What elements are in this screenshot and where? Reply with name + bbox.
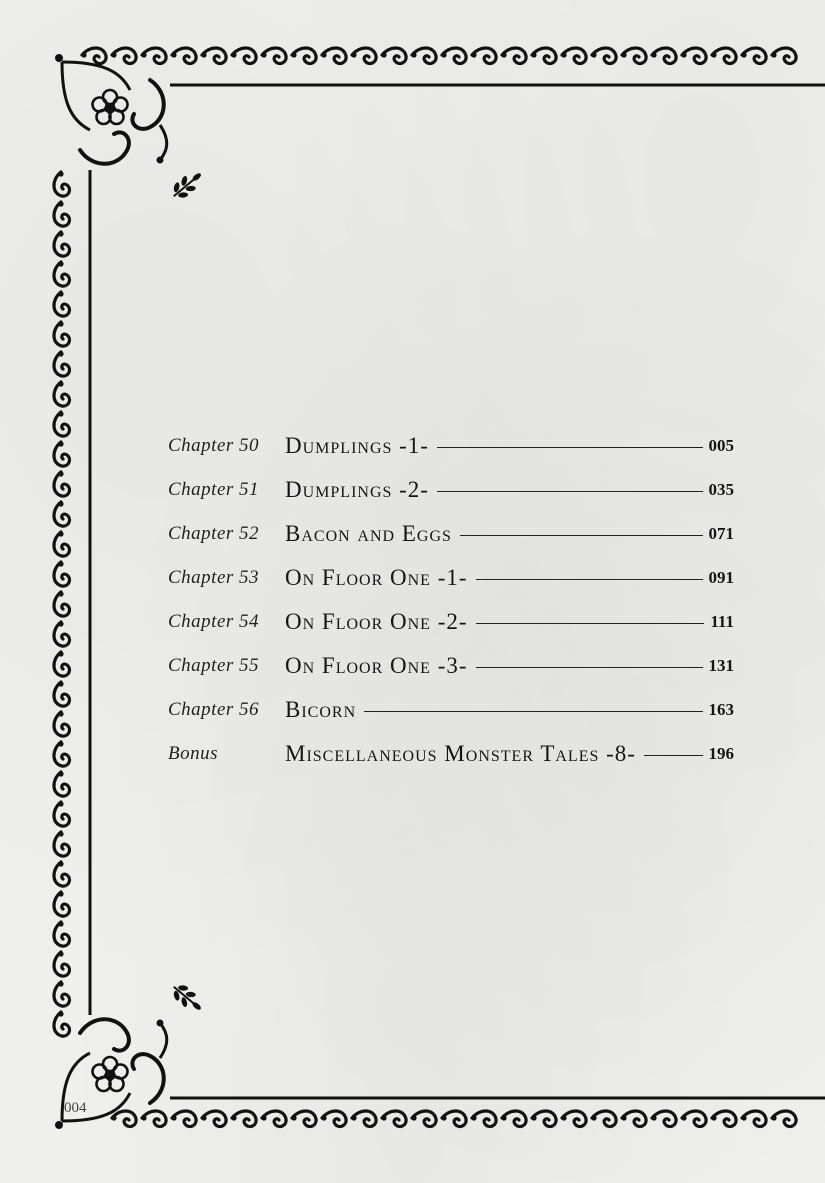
flower-rosette-icon [93,1057,128,1091]
chapter-label: Bonus [168,743,218,764]
chapter-label: Chapter 51 [168,479,260,500]
chapter-title: Bacon and Eggs [285,521,452,546]
toc-entry[interactable] [168,600,734,644]
page-number: 111 [710,612,734,631]
page-number: 196 [708,744,734,763]
page-number: 005 [708,436,734,455]
chapter-title: Bicorn [285,697,357,722]
page-number: 131 [708,656,734,675]
page-folio: 004 [64,1100,87,1116]
flower-rosette-icon [93,90,128,124]
leader-line [476,667,703,668]
chapter-title: On Floor One -3- [285,653,468,678]
chapter-label: Chapter 50 [168,435,260,456]
leader-line [644,755,703,756]
top-swirl-border [81,48,796,64]
chapter-label: Chapter 55 [168,655,260,676]
chapter-label: Chapter 52 [168,523,260,544]
leader-line [460,535,703,536]
page-number: 071 [708,524,734,543]
toc-entry[interactable] [168,512,734,556]
chapter-title: Dumplings -2- [285,477,429,502]
chapter-title: On Floor One -1- [285,565,468,590]
leader-line [437,491,703,492]
top-left-corner-ornament [55,54,207,204]
page-number: 163 [708,700,734,719]
toc-entry[interactable] [168,556,734,600]
chapter-title: Miscellaneous Monster Tales -8- [285,741,636,766]
table-of-contents [168,424,734,776]
toc-entry[interactable] [168,644,734,688]
toc-entry[interactable] [168,468,734,512]
toc-entry[interactable] [168,424,734,468]
leader-line [437,447,703,448]
chapter-label: Chapter 54 [168,611,260,632]
page-number: 035 [708,480,734,499]
chapter-title: Dumplings -1- [285,433,429,458]
bottom-swirl-border [111,1111,796,1127]
leaf-sprig-icon [167,166,207,204]
chapter-label: Chapter 56 [168,699,260,720]
chapter-label: Chapter 53 [168,567,260,588]
page-number: 091 [708,568,734,587]
leader-line [476,623,705,624]
left-swirl-border [54,171,70,1036]
toc-entry[interactable] [168,732,734,776]
chapter-title: On Floor One -2- [285,609,468,634]
toc-entry[interactable] [168,688,734,732]
leaf-sprig-icon [167,979,207,1017]
leader-line [476,579,703,580]
leader-line [364,711,702,712]
